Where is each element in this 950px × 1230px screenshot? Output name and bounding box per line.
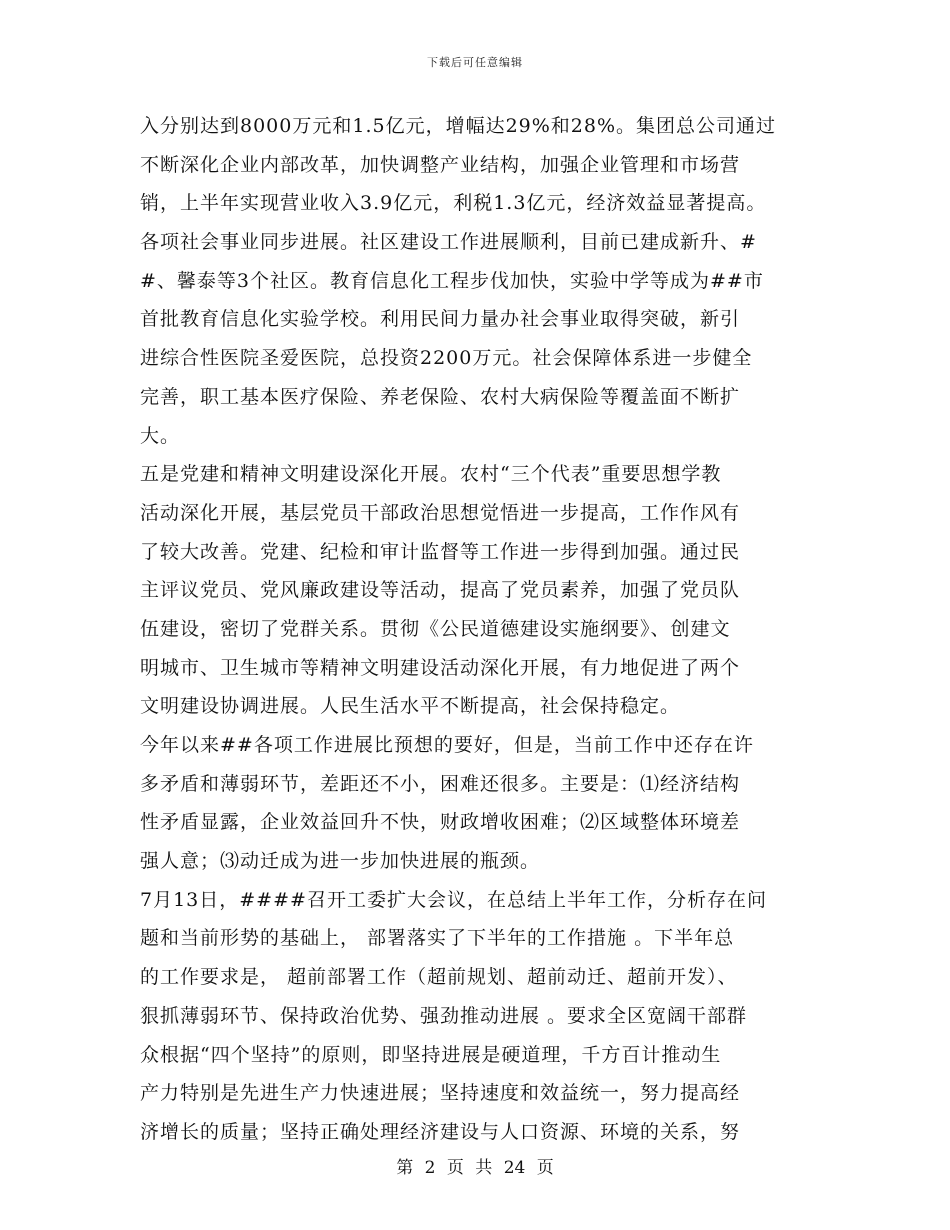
text-line: 销，上半年实现营业收入3.9亿元，利税1.3亿元，经济效益显著提高。 [140, 192, 767, 215]
text-line: 各项社会事业同步进展。社区建设工作进展顺利，目前已建成新升、# [140, 231, 757, 254]
text-line: 了较大改善。党建、纪检和审计监督等工作进一步得到加强。通过民 [140, 540, 741, 563]
text-line: 狠抓薄弱环节、保持政治优势、强劲推动进展 。要求全区宽阔干部群 [140, 1004, 748, 1027]
text-line: 进综合性医院圣爱医院，总投资2200万元。社会保障体系进一步健全 [140, 347, 753, 370]
text-line: 济增长的质量；坚持正确处理经济建设与人口资源、环境的关系，努 [140, 1120, 741, 1143]
text-line: 活动深化开展，基层党员干部政治思想觉悟进一步提高，工作作风有 [140, 501, 741, 524]
text-line: 文明建设协调进展。人民生活水平不断提高，社会保持稳定。 [140, 695, 681, 718]
text-line: 主评议党员、党风廉政建设等活动，提高了党员素养，加强了党员队 [140, 579, 741, 602]
body-text [140, 107, 830, 1152]
page-header: 下载后可任意编辑 [427, 56, 523, 69]
text-line: 明城市、卫生城市等精神文明建设活动深化开展，有力地促进了两个 [140, 656, 741, 679]
text-line: 大。 [140, 424, 181, 447]
text-line: 的工作要求是， 超前部署工作（超前规划、超前动迁、超前开发）、 [140, 966, 738, 989]
text-line: 性矛盾显露，企业效益回升不快，财政增收困难；⑵区域整体环境差 [140, 811, 741, 834]
text-line: 不断深化企业内部改革，加快调整产业结构，加强企业管理和市场营 [140, 153, 741, 176]
text-line: 完善，职工基本医疗保险、养老保险、农村大病保险等覆盖面不断扩 [140, 385, 741, 408]
text-line: #、馨泰等3个社区。教育信息化工程步伐加快，实验中学等成为##市 [140, 269, 764, 292]
text-line: 产力特别是先进生产力快速进展；坚持速度和效益统一，努力提高经 [140, 1082, 741, 1105]
text-line: 众根据“四个坚持”的原则，即坚持进展是硬道理，千方百计推动生 [140, 1043, 722, 1066]
text-line: 多矛盾和薄弱环节，差距还不小，困难还很多。主要是：⑴经济结构 [140, 772, 741, 795]
text-line: 强人意；⑶动迁成为进一步加快进展的瓶颈。 [140, 850, 541, 873]
page-number-footer: 第 2 页 共 24 页 [396, 1158, 554, 1178]
text-line: 入分别达到8000万元和1.5亿元，增幅达29%和28%。集团总公司通过 [140, 115, 777, 137]
text-line: 五是党建和精神文明建设深化开展。农村“三个代表”重要思想学教 [140, 463, 722, 486]
text-line: 7月13日，####召开工委扩大会议，在总结上半年工作，分析存在问 [140, 888, 767, 911]
text-line: 伍建设，密切了党群关系。贯彻《公民道德建设实施纲要》、创建文 [140, 617, 731, 640]
text-line: 首批教育信息化实验学校。利用民间力量办社会事业取得突破，新引 [140, 308, 741, 331]
text-line: 今年以来##各项工作进展比预想的要好，但是，当前工作中还存在许 [140, 734, 754, 756]
text-line: 题和当前形势的基础上， 部署落实了下半年的工作措施 。下半年总 [140, 927, 735, 950]
